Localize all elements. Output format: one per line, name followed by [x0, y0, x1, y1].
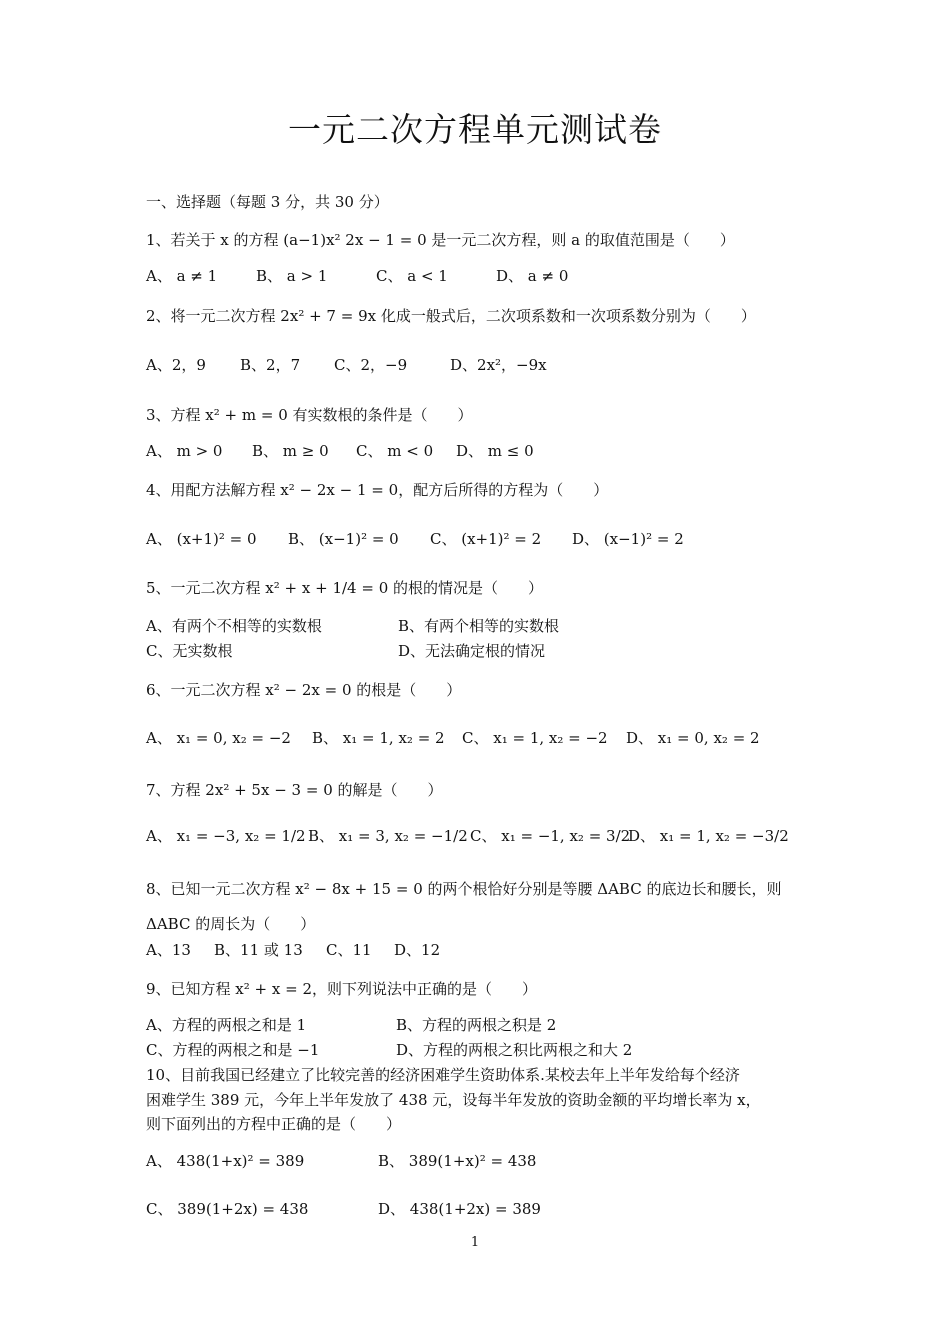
option-d: D、 (x−1)² = 2 — [572, 530, 684, 548]
option-a: A、13 — [146, 941, 191, 959]
option-a: A、 a ≠ 1 — [146, 267, 218, 285]
option-d: D、无法确定根的情况 — [398, 642, 546, 660]
option-d: D、12 — [394, 941, 441, 959]
question-5-options-row1 — [146, 616, 559, 636]
option-a: A、 m > 0 — [146, 442, 223, 460]
question-10-stem-line3: 则下面列出的方程中正确的是（ ） — [146, 1115, 402, 1133]
question-3-stem: 3、方程 x² + m = 0 有实数根的条件是（ ） — [146, 406, 473, 424]
option-b: B、 389(1+x)² = 438 — [378, 1152, 537, 1170]
question-5-stem: 5、一元二次方程 x² + x + 1/4 = 0 的根的情况是（ ） — [146, 579, 544, 597]
option-c: C、 x₁ = −1, x₂ = 3/2 — [470, 827, 631, 845]
option-b: B、2，7 — [240, 356, 301, 374]
option-c: C、11 — [326, 941, 372, 959]
section-heading: 一、选择题（每题 3 分，共 30 分） — [146, 193, 389, 211]
question-1-options — [146, 266, 568, 286]
option-b: B、 x₁ = 1, x₂ = 2 — [312, 729, 445, 747]
option-b: B、 a > 1 — [256, 267, 328, 285]
option-d: D、 m ≤ 0 — [456, 442, 534, 460]
question-7-stem: 7、方程 2x² + 5x − 3 = 0 的解是（ ） — [146, 781, 443, 799]
option-b: B、 m ≥ 0 — [252, 442, 329, 460]
question-8-stem-line1: 8、已知一元二次方程 x² − 8x + 15 = 0 的两个根恰好分别是等腰 ΔABC 的底边长和腰长，则 — [146, 880, 782, 898]
option-a: A、 438(1+x)² = 389 — [146, 1152, 305, 1170]
question-4-stem: 4、用配方法解方程 x² − 2x − 1 = 0，配方后所得的方程为（ ） — [146, 481, 609, 499]
option-b: B、 x₁ = 3, x₂ = −1/2 — [308, 827, 468, 845]
option-a: A、有两个不相等的实数根 — [146, 617, 322, 635]
question-10-options-row2 — [146, 1199, 541, 1219]
option-a: A、 x₁ = −3, x₂ = 1/2 — [146, 827, 306, 845]
option-c: C、 a < 1 — [376, 267, 448, 285]
question-3-options — [146, 441, 534, 461]
question-10-stem-line1: 10、目前我国已经建立了比较完善的经济困难学生资助体系.某校去年上半年发给每个经济 — [146, 1066, 740, 1084]
option-b: B、方程的两根之积是 2 — [396, 1016, 557, 1034]
question-8-stem-line2: ΔABC 的周长为（ ） — [146, 915, 316, 933]
question-10-options-row1 — [146, 1151, 536, 1171]
option-c: C、无实数根 — [146, 642, 233, 660]
option-d: D、 a ≠ 0 — [496, 267, 569, 285]
option-d: D、 x₁ = 0, x₂ = 2 — [626, 729, 760, 747]
option-d: D、 x₁ = 1, x₂ = −3/2 — [628, 827, 789, 845]
option-d: D、2x²，−9x — [450, 356, 547, 374]
question-10-stem-line2: 困难学生 389 元，今年上半年发放了 438 元，设每半年发放的资助金额的平均增长率为 x， — [146, 1091, 761, 1109]
page-number: 1 — [470, 1235, 480, 1250]
question-9-options-row1 — [146, 1015, 556, 1035]
option-b: B、有两个相等的实数根 — [398, 617, 560, 635]
option-a: A、方程的两根之和是 1 — [146, 1016, 307, 1034]
option-a: A、2，9 — [146, 356, 206, 374]
question-1-stem: 1、若关于 x 的方程 (a−1)x² 2x − 1 = 0 是一元二次方程，则 a 的取值范围是（ ） — [146, 231, 735, 249]
question-6-stem: 6、一元二次方程 x² − 2x = 0 的根是（ ） — [146, 681, 462, 699]
question-9-options-row2 — [146, 1040, 632, 1060]
option-a: A、 x₁ = 0, x₂ = −2 — [146, 729, 291, 747]
question-2-stem: 2、将一元二次方程 2x² + 7 = 9x 化成一般式后，二次项系数和一次项系数分别为（ ） — [146, 307, 756, 325]
question-9-stem: 9、已知方程 x² + x = 2，则下列说法中正确的是（ ） — [146, 980, 537, 998]
option-c: C、方程的两根之和是 −1 — [146, 1041, 320, 1059]
page-title: 一元二次方程单元测试卷 — [288, 110, 662, 149]
option-c: C、2，−9 — [334, 356, 408, 374]
option-b: B、11 或 13 — [214, 941, 303, 959]
option-d: D、方程的两根之积比两根之和大 2 — [396, 1041, 633, 1059]
question-7-options — [146, 826, 789, 846]
option-c: C、 (x+1)² = 2 — [430, 530, 542, 548]
option-c: C、 389(1+2x) = 438 — [146, 1200, 309, 1218]
question-5-options-row2 — [146, 641, 545, 661]
option-c: C、 m < 0 — [356, 442, 434, 460]
option-c: C、 x₁ = 1, x₂ = −2 — [462, 729, 608, 747]
question-2-options — [146, 355, 547, 375]
question-8-options — [146, 940, 440, 960]
option-a: A、 (x+1)² = 0 — [146, 530, 257, 548]
question-6-options — [146, 728, 760, 748]
question-4-options — [146, 529, 684, 549]
option-b: B、 (x−1)² = 0 — [288, 530, 399, 548]
option-d: D、 438(1+2x) = 389 — [378, 1200, 541, 1218]
